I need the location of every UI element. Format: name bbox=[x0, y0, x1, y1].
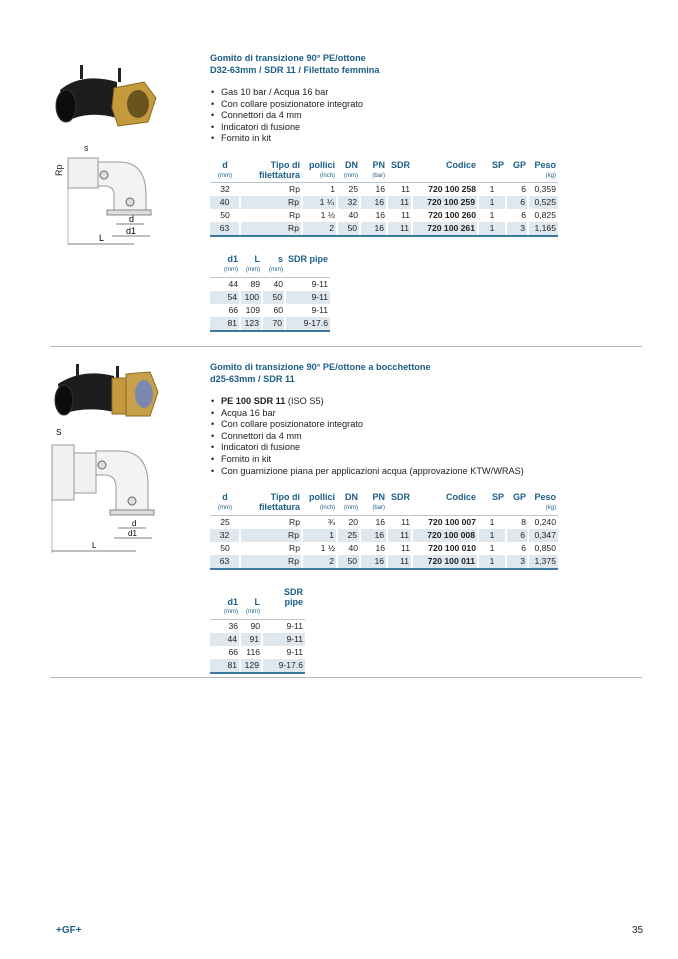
column-unit bbox=[240, 502, 302, 515]
table-cell: 9-11 bbox=[262, 633, 305, 646]
table-units-row bbox=[210, 607, 305, 620]
table-cell: 44 bbox=[210, 633, 240, 646]
table-row bbox=[210, 659, 305, 673]
table-row bbox=[210, 277, 330, 291]
table-row bbox=[210, 317, 330, 331]
feature-list bbox=[210, 396, 650, 477]
column-unit bbox=[387, 502, 412, 515]
table-cell: 16 bbox=[375, 542, 385, 553]
table-cell: 91 bbox=[240, 633, 262, 646]
table-cell: 36 bbox=[228, 621, 238, 632]
product-section-1 bbox=[210, 52, 650, 332]
table-cell: 0,240 bbox=[534, 516, 556, 527]
section-divider bbox=[50, 677, 642, 678]
product-code: 720 100 258 bbox=[428, 184, 476, 195]
table-cell: 6 bbox=[506, 529, 528, 542]
feature-item: • Indicatori di fusione bbox=[210, 442, 650, 454]
table-row bbox=[210, 620, 305, 634]
feature-list bbox=[210, 87, 650, 145]
column-header: PN bbox=[372, 159, 385, 170]
table-cell: 0,347 bbox=[528, 529, 558, 542]
table-cell: 1 ¼ bbox=[302, 196, 337, 209]
feature-bold: PE 100 SDR 11 bbox=[221, 396, 286, 406]
feature-item: • Fornito in kit bbox=[210, 454, 650, 466]
table-cell: 32 bbox=[220, 184, 230, 195]
product-table bbox=[210, 160, 558, 238]
column-unit bbox=[478, 502, 506, 515]
table-cell: 63 bbox=[210, 555, 240, 569]
table-cell: 6 bbox=[521, 184, 526, 195]
table-cell: Rp bbox=[240, 529, 302, 542]
table-cell: 11 bbox=[387, 529, 412, 542]
column-header: Peso bbox=[534, 159, 556, 170]
feature-item: • Connettori da 4 mm bbox=[210, 110, 650, 122]
table-cell: 1 bbox=[302, 529, 337, 542]
table-cell: 9-11 bbox=[286, 621, 303, 632]
table-cell: 40 bbox=[273, 278, 283, 289]
dim-label-s: S bbox=[56, 428, 62, 437]
feature-item: • Indicatori di fusione bbox=[210, 122, 650, 134]
column-unit: (mm) bbox=[337, 502, 360, 515]
table-row bbox=[210, 646, 305, 659]
column-header: d1 bbox=[227, 254, 238, 265]
table-cell: 50 bbox=[262, 291, 285, 304]
table-cell: 40 bbox=[210, 196, 240, 209]
table-cell: 90 bbox=[250, 621, 260, 632]
column-unit: (mm) bbox=[210, 264, 240, 277]
table-cell: 9-11 bbox=[311, 304, 328, 315]
column-unit: (mm) bbox=[337, 170, 360, 183]
column-header: SDR pipe bbox=[283, 586, 303, 607]
table-cell: 1 bbox=[478, 555, 506, 569]
table-cell: 40 bbox=[348, 542, 358, 553]
feature-item: • Gas 10 bar / Acqua 16 bar bbox=[210, 87, 650, 99]
column-unit: (kg) bbox=[528, 502, 558, 515]
table-row bbox=[210, 222, 558, 236]
table-cell: 9-11 bbox=[285, 291, 330, 304]
table-cell: Rp bbox=[240, 555, 302, 569]
table-cell: 2 bbox=[302, 222, 337, 236]
table-cell: 50 bbox=[337, 222, 360, 236]
table-row bbox=[210, 304, 330, 317]
gf-logo: +GF+ bbox=[56, 925, 82, 936]
table-cell: Rp bbox=[289, 184, 300, 195]
column-unit: (mm) bbox=[210, 170, 240, 183]
table-cell: 1 ½ bbox=[320, 542, 335, 553]
product-code: 720 100 008 bbox=[412, 529, 478, 542]
table-units-row bbox=[210, 170, 558, 183]
table-cell: 3 bbox=[506, 555, 528, 569]
table-cell: 16 bbox=[360, 222, 387, 236]
column-unit: (kg) bbox=[528, 170, 558, 183]
table-cell: 16 bbox=[375, 210, 385, 221]
column-unit bbox=[285, 264, 330, 277]
table-cell: 20 bbox=[348, 516, 358, 527]
table-header-row bbox=[210, 492, 558, 502]
table-cell: 8 bbox=[521, 516, 526, 527]
table-cell: 116 bbox=[246, 647, 260, 658]
table-cell: 1 bbox=[489, 210, 495, 221]
table-cell: 1 bbox=[478, 222, 506, 236]
product-code: 720 100 007 bbox=[428, 516, 476, 527]
table-cell: 50 bbox=[337, 555, 360, 569]
dim-label-L: L bbox=[92, 541, 97, 550]
column-header: Tipo di bbox=[270, 159, 300, 170]
column-unit bbox=[387, 170, 412, 183]
column-header: SP bbox=[491, 492, 504, 503]
column-header: Peso bbox=[534, 492, 556, 503]
column-header: GP bbox=[512, 159, 526, 170]
column-unit bbox=[262, 607, 305, 620]
column-header: Codice bbox=[445, 492, 476, 503]
table-cell: 0,850 bbox=[534, 542, 556, 553]
table-cell: 70 bbox=[262, 317, 285, 331]
table-cell: 0,525 bbox=[528, 196, 558, 209]
dimensions-table bbox=[210, 587, 305, 675]
feature-item: • Acqua 16 bar bbox=[210, 408, 650, 420]
table-cell: 16 bbox=[360, 555, 387, 569]
table-header-row bbox=[210, 254, 330, 264]
table-cell: ¾ bbox=[327, 516, 335, 527]
column-unit bbox=[240, 170, 302, 183]
feature-item: • Fornito in kit bbox=[210, 133, 650, 145]
table-cell: 100 bbox=[240, 291, 262, 304]
column-unit bbox=[412, 170, 478, 183]
product-code: 720 100 259 bbox=[412, 196, 478, 209]
table-cell: 9-11 bbox=[311, 278, 328, 289]
table-cell: 1 ½ bbox=[320, 210, 335, 221]
feature-item: • Con collare posizionatore integrato bbox=[210, 419, 650, 431]
table-cell: 16 bbox=[360, 196, 387, 209]
column-header: SP bbox=[491, 159, 504, 170]
product-photo-elbow-female-thread bbox=[52, 60, 162, 135]
table-cell: 0,825 bbox=[534, 210, 556, 221]
table-row bbox=[210, 633, 305, 646]
table-cell: 6 bbox=[506, 196, 528, 209]
feature-item: • Con guarnizione piana per applicazioni acqua (approvazione KTW/WRAS) bbox=[210, 466, 650, 478]
technical-drawing-1 bbox=[44, 140, 164, 255]
technical-drawing-2 bbox=[44, 425, 164, 555]
table-cell: 11 bbox=[387, 196, 412, 209]
dim-label-d1: d1 bbox=[126, 226, 137, 236]
feature-rest: (ISO S5) bbox=[285, 396, 324, 406]
dim-label-s: s bbox=[84, 143, 89, 153]
column-header: s bbox=[277, 254, 283, 265]
dim-label-d1: d1 bbox=[128, 529, 137, 538]
column-header: PN bbox=[372, 492, 385, 503]
table-cell: 81 bbox=[210, 317, 240, 331]
table-row bbox=[210, 542, 558, 555]
column-unit: (mm) bbox=[240, 607, 262, 620]
column-unit bbox=[412, 502, 478, 515]
table-cell: 11 bbox=[401, 184, 410, 195]
column-header: Tipo di bbox=[270, 492, 300, 503]
table-cell: 16 bbox=[375, 184, 385, 195]
column-unit bbox=[506, 502, 528, 515]
table-header-row bbox=[210, 587, 305, 607]
feature-item: • Connettori da 4 mm bbox=[210, 431, 650, 443]
table-cell: 1 bbox=[478, 529, 506, 542]
table-cell: Rp bbox=[289, 516, 300, 527]
table-cell: 25 bbox=[220, 516, 230, 527]
table-cell: 0,359 bbox=[534, 184, 556, 195]
column-header: Codice bbox=[445, 159, 476, 170]
dim-label-d: d bbox=[132, 519, 137, 528]
table-cell: 16 bbox=[360, 529, 387, 542]
table-cell: 6 bbox=[521, 542, 526, 553]
product-subtitle: d25-63mm / SDR 11 bbox=[210, 374, 295, 384]
column-unit: (inch) bbox=[302, 170, 337, 183]
table-cell: 44 bbox=[228, 278, 238, 289]
table-cell: 63 bbox=[210, 222, 240, 236]
table-cell: 54 bbox=[210, 291, 240, 304]
table-cell: 50 bbox=[220, 542, 230, 553]
table-cell: 1 bbox=[330, 184, 335, 195]
column-header: SDR pipe bbox=[287, 254, 328, 265]
column-header: GP bbox=[512, 492, 526, 503]
table-cell: 3 bbox=[506, 222, 528, 236]
column-header: d bbox=[222, 159, 228, 170]
table-row bbox=[210, 291, 330, 304]
section-divider bbox=[50, 346, 642, 347]
column-header: filettatura bbox=[258, 169, 300, 180]
column-header: SDR bbox=[390, 159, 410, 170]
column-header: L bbox=[254, 596, 260, 607]
product-code: 720 100 260 bbox=[428, 210, 476, 221]
product-code: 720 100 010 bbox=[428, 542, 476, 553]
table-cell: 11 bbox=[387, 555, 412, 569]
dim-label-d: d bbox=[129, 214, 135, 224]
table-cell: 81 bbox=[210, 659, 240, 673]
table-cell: 1 bbox=[478, 196, 506, 209]
table-cell: 25 bbox=[348, 184, 358, 195]
column-unit: (mm) bbox=[210, 502, 240, 515]
column-unit: (bar) bbox=[360, 170, 387, 183]
column-unit bbox=[506, 170, 528, 183]
column-unit bbox=[478, 170, 506, 183]
product-photo-elbow-union bbox=[52, 362, 162, 432]
table-cell: 60 bbox=[273, 304, 283, 315]
table-cell: 1 bbox=[489, 184, 495, 195]
table-cell: 129 bbox=[240, 659, 262, 673]
table-cell: 66 bbox=[228, 647, 238, 658]
product-title: Gomito di transizione 90° PE/ottone a bocchettone bbox=[210, 362, 431, 372]
table-cell: 89 bbox=[250, 278, 260, 289]
column-header: DN bbox=[345, 492, 358, 503]
table-row bbox=[210, 555, 558, 569]
table-cell: Rp bbox=[240, 196, 302, 209]
dimensions-table bbox=[210, 254, 330, 332]
table-cell: 1 bbox=[489, 516, 495, 527]
column-header: pollici bbox=[308, 159, 335, 170]
table-header-row bbox=[210, 160, 558, 170]
table-cell: Rp bbox=[289, 210, 300, 221]
table-cell: 11 bbox=[401, 516, 410, 527]
product-title: Gomito di transizione 90° PE/ottone bbox=[210, 53, 366, 63]
table-cell: 1,375 bbox=[528, 555, 558, 569]
table-row bbox=[210, 529, 558, 542]
column-unit: (inch) bbox=[302, 502, 337, 515]
column-header: L bbox=[254, 254, 260, 265]
feature-item bbox=[210, 396, 650, 408]
column-header: SDR bbox=[390, 492, 410, 503]
table-row bbox=[210, 183, 558, 197]
table-cell: 9-11 bbox=[286, 647, 303, 658]
table-cell: 66 bbox=[228, 304, 238, 315]
table-row bbox=[210, 196, 558, 209]
column-header: d1 bbox=[227, 596, 238, 607]
table-cell: 50 bbox=[220, 210, 230, 221]
table-cell: 25 bbox=[337, 529, 360, 542]
table-cell: 123 bbox=[240, 317, 262, 331]
table-cell: 6 bbox=[521, 210, 526, 221]
feature-item: • Con collare posizionatore integrato bbox=[210, 99, 650, 111]
product-table bbox=[210, 492, 558, 570]
dim-label-rp: Rp bbox=[54, 164, 64, 176]
table-cell: 11 bbox=[387, 222, 412, 236]
table-cell: 2 bbox=[302, 555, 337, 569]
product-subtitle: D32-63mm / SDR 11 / Filettato femmina bbox=[210, 65, 380, 75]
table-cell: 109 bbox=[245, 304, 260, 315]
table-row bbox=[210, 209, 558, 222]
column-unit: (mm) bbox=[210, 607, 240, 620]
table-cell: 9-17.6 bbox=[262, 659, 305, 673]
column-header: pollici bbox=[308, 492, 335, 503]
table-cell: 11 bbox=[401, 542, 410, 553]
table-cell: 11 bbox=[401, 210, 410, 221]
column-unit: (bar) bbox=[360, 502, 387, 515]
table-units-row bbox=[210, 264, 330, 277]
table-cell: Rp bbox=[240, 222, 302, 236]
column-header: DN bbox=[345, 159, 358, 170]
column-unit: (mm) bbox=[262, 264, 285, 277]
column-unit: (mm) bbox=[240, 264, 262, 277]
table-cell: 9-17.6 bbox=[285, 317, 330, 331]
column-header: d bbox=[222, 492, 228, 503]
table-cell: 40 bbox=[348, 210, 358, 221]
table-cell: 32 bbox=[337, 196, 360, 209]
product-section-2 bbox=[210, 361, 650, 674]
table-cell: Rp bbox=[289, 542, 300, 553]
table-cell: 1 bbox=[489, 542, 495, 553]
page-number: 35 bbox=[632, 925, 644, 936]
table-row bbox=[210, 515, 558, 529]
table-cell: 1,165 bbox=[528, 222, 558, 236]
product-code: 720 100 011 bbox=[412, 555, 478, 569]
column-header: filettatura bbox=[258, 501, 300, 512]
product-code: 720 100 261 bbox=[412, 222, 478, 236]
dim-label-L: L bbox=[99, 233, 105, 243]
table-units-row bbox=[210, 502, 558, 515]
table-cell: 16 bbox=[375, 516, 385, 527]
table-cell: 32 bbox=[210, 529, 240, 542]
